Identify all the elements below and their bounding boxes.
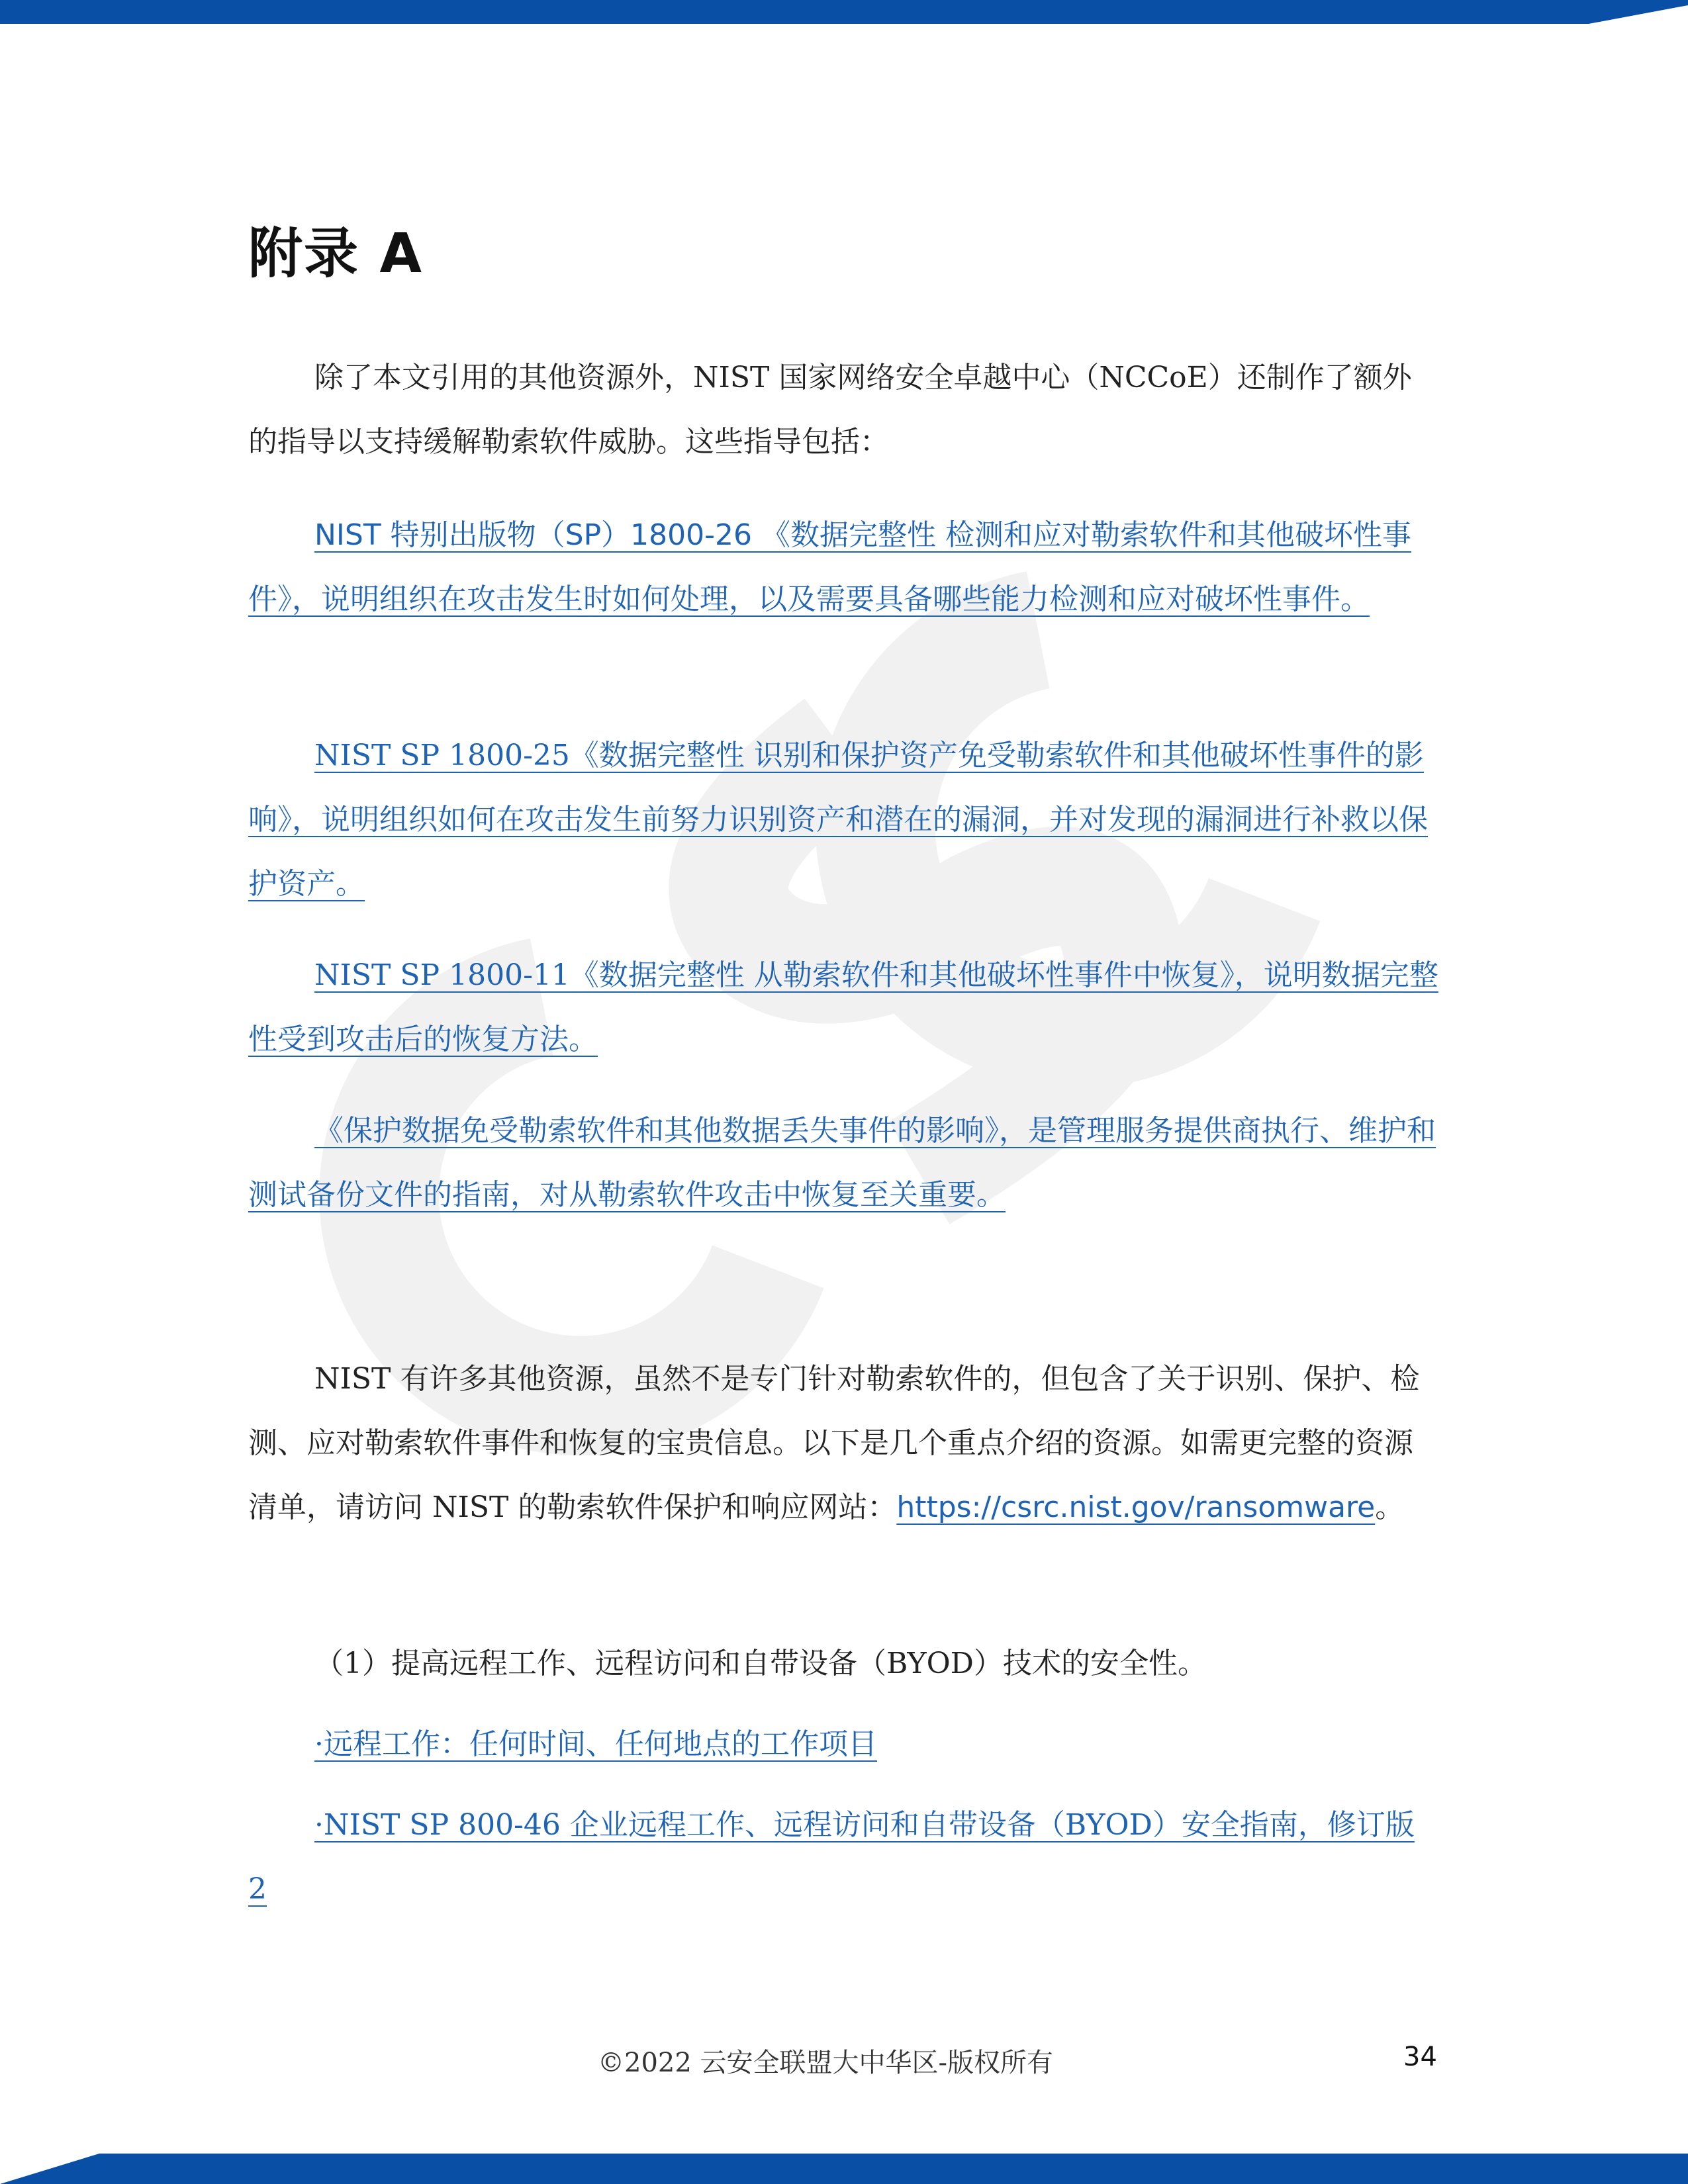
link-sp1800-26-text: 《数据完整性 检测和应对勒索软件和其他破坏性事件》，说明组织在攻击发生时如何处理，以及需要具备哪些能力检测和应对破坏性事件。 xyxy=(248,518,1411,616)
top-brand-bar xyxy=(0,0,1688,24)
resources-paragraph xyxy=(248,1347,1440,1539)
link-sp1800-26-prefix: NIST 特别出版物（SP）1800-26 xyxy=(314,518,752,552)
link-sp1800-26[interactable] xyxy=(248,518,1411,616)
bottom-brand-bar xyxy=(0,2154,1688,2184)
link-telework-project[interactable]: ·远程工作：任何时间、任何地点的工作项目 xyxy=(314,1727,877,1761)
link-sp1800-25[interactable]: NIST SP 1800-25《数据完整性 识别和保护资产免受勒索软件和其他破坏性事件的影响》，说明组织如何在攻击发生前努力识别资产和潜在的漏洞，并对发现的漏洞进行补救以保护资产。 xyxy=(248,739,1428,901)
sub-link-paragraph-telework xyxy=(248,1712,1440,1776)
appendix-heading: 附录 A xyxy=(248,222,424,285)
link-paragraph-sp1800-25 xyxy=(248,723,1440,916)
link-sp800-46[interactable]: ·NIST SP 800-46 企业远程工作、远程访问和自带设备（BYOD）安全指南，修订版 2 xyxy=(248,1808,1415,1906)
intro-paragraph: 除了本文引用的其他资源外，NIST 国家网络安全卓越中心（NCCoE）还制作了额外的指导以支持缓解勒索软件威胁。这些指导包括： xyxy=(248,361,1412,459)
resources-text: NIST 有许多其他资源，虽然不是专门针对勒索软件的，但包含了关于识别、保护、检测、应对勒索软件事件和恢复的宝贵信息。以下是几个重点介绍的资源。如需更完整的资源清单，请访问 NIST 的勒索软件保护和响应网站： xyxy=(248,1362,1420,1524)
link-paragraph-sp1800-11 xyxy=(248,943,1440,1071)
link-sp1800-11[interactable]: NIST SP 1800-11《数据完整性 从勒索软件和其他破坏性事件中恢复》，说明数据完整性受到攻击后的恢复方法。 xyxy=(248,958,1438,1056)
resources-end: 。 xyxy=(1375,1490,1405,1524)
sub-link-paragraph-sp800-46 xyxy=(248,1793,1440,1921)
footer-copyright: ©2022 云安全联盟大中华区-版权所有 xyxy=(598,2048,1054,2078)
link-paragraph-backup-guide xyxy=(248,1099,1440,1227)
ransomware-site-link[interactable]: https://csrc.nist.gov/ransomware xyxy=(896,1490,1376,1524)
page-number: 34 xyxy=(1403,2042,1437,2072)
link-paragraph-sp1800-26 xyxy=(248,503,1440,631)
page-footer xyxy=(0,2042,1688,2081)
item-1-heading: （1）提高远程工作、远程访问和自带设备（BYOD）技术的安全性。 xyxy=(314,1647,1207,1680)
link-backup-guide[interactable]: 《保护数据免受勒索软件和其他数据丢失事件的影响》，是管理服务提供商执行、维护和测试备份文件的指南，对从勒索软件攻击中恢复至关重要。 xyxy=(248,1114,1436,1212)
